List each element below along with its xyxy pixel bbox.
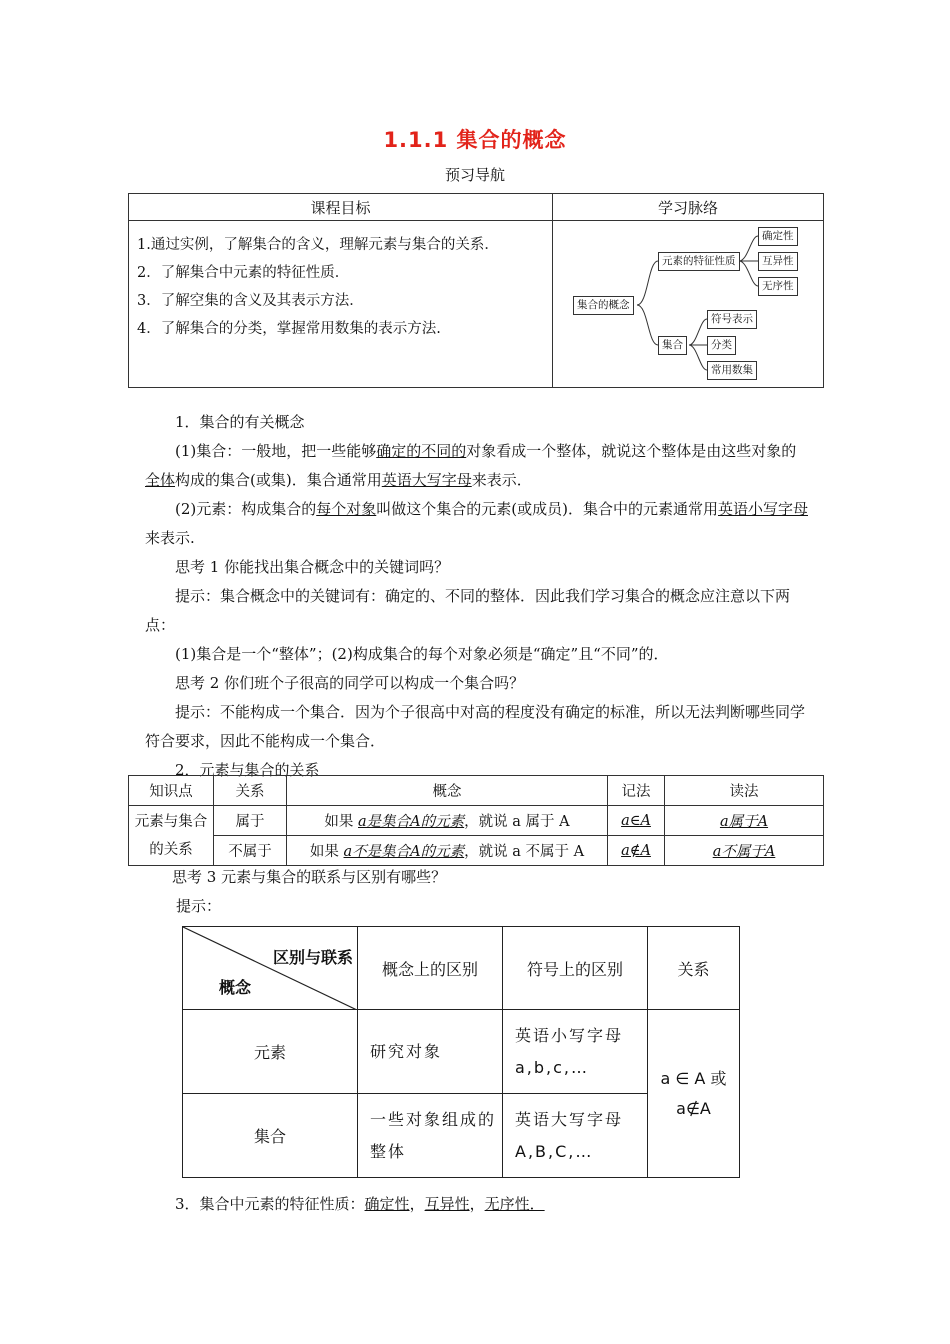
- table-cell-topic: 元素与集合的关系: [129, 806, 214, 866]
- diagonal-line: [183, 927, 357, 1010]
- paragraph-set-definition: (1)集合：一般地，把一些能够确定的不同的对象看成一个整体，就说这个整体是由这些对象的全体构成的集合(或集)．集合通常用英语大写字母来表示．: [145, 442, 797, 489]
- map-header: 学习脉络: [553, 194, 824, 221]
- table-cell: 研究对象: [358, 1010, 503, 1094]
- goal-item: 1.通过实例，了解集合的含义，理解元素与集合的关系．: [137, 237, 499, 253]
- goals-list: [129, 221, 553, 388]
- relation-table: [128, 775, 824, 866]
- diagonal-header-cell: [183, 927, 358, 1010]
- table-cell: 如果 a是集合A的元素，就说 a 属于 A: [287, 806, 608, 836]
- concept-map: [553, 221, 824, 388]
- hint-text: 提示：: [176, 897, 222, 915]
- table-cell: a不属于A: [665, 836, 824, 866]
- map-leaf: 分类: [707, 336, 736, 355]
- table-cell: 一些对象组成的整体: [358, 1094, 503, 1178]
- goals-table: [128, 193, 824, 388]
- hint-text: (1)集合是一个“整体”；(2)构成集合的每个对象必须是“确定”且“不同”的．: [175, 645, 669, 663]
- think-question: 思考 2 你们班个子很高的同学可以构成一个集合吗？: [175, 674, 525, 692]
- page-subtitle: 预习导航: [444, 166, 505, 184]
- think-question: 思考 1 你能找出集合概念中的关键词吗？: [175, 558, 450, 576]
- goal-item: 3．了解空集的含义及其表示方法．: [137, 293, 364, 309]
- diagonal-header-top: 区别与联系: [272, 948, 353, 967]
- map-leaf: 互异性: [758, 252, 798, 271]
- goals-header: 课程目标: [129, 194, 553, 221]
- table-cell: 如果 a不是集合A的元素，就说 a 不属于 A: [287, 836, 608, 866]
- diagonal-header-bottom: 概念: [219, 978, 252, 997]
- section-heading-3: 3．集合中元素的特征性质：确定性，互异性，无序性．: [175, 1195, 545, 1213]
- hint-text: 提示：不能构成一个集合．因为个子很高中对高的程度没有确定的标准，所以无法判断哪些同学符合要求，因此不能构成一个集合．: [145, 703, 806, 750]
- column-header: 关系: [648, 927, 740, 1010]
- map-node-features: 元素的特征性质: [658, 252, 740, 271]
- column-header: 记法: [608, 776, 665, 806]
- map-leaf: 符号表示: [707, 310, 757, 329]
- table-cell: 不属于: [214, 836, 287, 866]
- column-header: 知识点: [129, 776, 214, 806]
- column-header: 符号上的区别: [503, 927, 648, 1010]
- row-label: 集合: [183, 1094, 358, 1178]
- page-title: 1.1.1 集合的概念: [383, 128, 567, 152]
- section-heading: 1．集合的有关概念: [175, 413, 305, 431]
- column-header: 概念: [287, 776, 608, 806]
- table-cell: 英语大写字母 A,B,C,…: [503, 1094, 648, 1178]
- table-cell: a∈A: [608, 806, 665, 836]
- think-question: 思考 3 元素与集合的联系与区别有哪些？: [172, 868, 447, 886]
- section-1: [145, 408, 810, 785]
- map-leaf: 常用数集: [707, 361, 757, 380]
- table-cell: a∉A: [608, 836, 665, 866]
- table-cell: 属于: [214, 806, 287, 836]
- goal-item: 4．了解集合的分类，掌握常用数集的表示方法.: [137, 321, 441, 337]
- section-heading: 2．元素与集合的关系: [175, 761, 320, 779]
- map-node-set: 集合: [658, 336, 687, 355]
- table-cell: 英语小写字母 a,b,c,…: [503, 1010, 648, 1094]
- map-leaf: 确定性: [758, 227, 798, 246]
- column-header: 读法: [665, 776, 824, 806]
- paragraph-element-definition: (2)元素：构成集合的每个对象叫做这个集合的元素(或成员)．集合中的元素通常用英语小写字母来表示.: [145, 500, 808, 547]
- column-header: 关系: [214, 776, 287, 806]
- table-cell: a属于A: [665, 806, 824, 836]
- column-header: 概念上的区别: [358, 927, 503, 1010]
- map-root-node: 集合的概念: [573, 296, 634, 315]
- row-label: 元素: [183, 1010, 358, 1094]
- table-cell-relation: a ∈ A 或a∉A: [648, 1010, 740, 1178]
- goal-item: 2．了解集合中元素的特征性质．: [137, 265, 350, 281]
- hint-text: 提示：集合概念中的关键词有：确定的、不同的整体．因此我们学习集合的概念应注意以下两点：: [145, 587, 791, 634]
- concept-map-canvas: [553, 221, 823, 387]
- map-leaf: 无序性: [758, 277, 798, 296]
- comparison-table: [182, 926, 740, 1178]
